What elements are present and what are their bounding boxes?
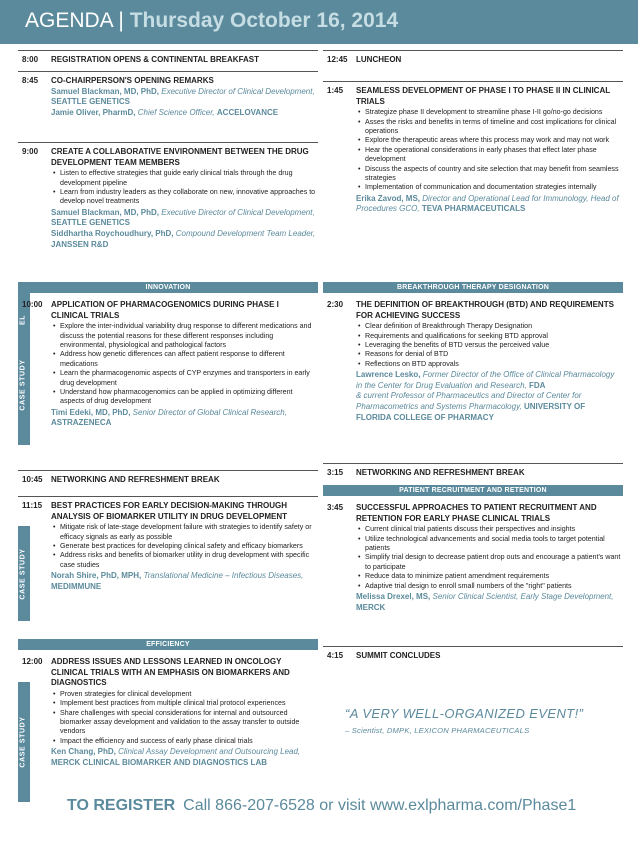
session-time: 3:15	[327, 468, 344, 477]
track-banner: PATIENT RECRUITMENT AND RETENTION	[323, 485, 623, 496]
session-time: 8:45	[22, 76, 39, 85]
agenda-section	[18, 50, 318, 275]
speaker	[356, 592, 621, 613]
speaker-org: ASTRAZENECA	[51, 418, 112, 428]
session-title: THE DEFINITION OF BREAKTHROUGH (BTD) AND REQUIREMENTS FOR ACHIEVING SUCCESS	[356, 300, 614, 320]
speaker-name: Melissa Drexel, MS,	[356, 592, 431, 602]
bullet-item: • Leveraging the benefits of BTD versus the perceived value	[356, 341, 621, 350]
speaker-role: Director and Operational Lead for Immunology, Head of Procedures GCO,	[356, 193, 619, 214]
session-time: 10:00	[22, 300, 43, 309]
header-separator: |	[118, 9, 124, 32]
bullet-item: • Explore the therapeutic areas where this process may work and may not work	[356, 136, 621, 145]
session-title: SEAMLESS DEVELOPMENT OF PHASE I TO PHASE II IN CLINICAL TRIALS	[356, 86, 610, 106]
speaker	[51, 208, 316, 229]
register-label: TO REGISTER	[67, 797, 176, 814]
bullet-item: • Utilize technological advancements and social media tools to target potential patients	[356, 535, 621, 554]
speaker	[356, 391, 621, 423]
session-rule	[323, 50, 623, 51]
testimonial-quote: “A VERY WELL-ORGANIZED EVENT!”	[345, 706, 584, 721]
session-body	[356, 55, 621, 66]
session-time: 12:00	[22, 657, 43, 666]
speaker-org: MERCK CLINICAL BIOMARKER AND DIAGNOSTICS LAB	[51, 757, 267, 767]
session-type-text: CASE STUDY	[19, 716, 27, 768]
session-body	[51, 657, 316, 768]
register-contact[interactable]: Call 866-207-6528 or visit www.exlpharma.com/Phase1	[183, 797, 577, 814]
bullet-list	[51, 169, 316, 207]
session-time: 1:45	[327, 86, 344, 95]
agenda-section	[323, 282, 623, 463]
session-rule	[18, 470, 318, 471]
bullet-item: • Implement best practices from multiple clinical trial protocol experiences	[51, 699, 316, 708]
track-banner: INNOVATION	[18, 282, 318, 293]
session-title: NETWORKING AND REFRESHMENT BREAK	[51, 475, 220, 484]
agenda-section	[18, 282, 318, 468]
bullet-item: • Adaptive trial design to enroll small numbers of the "right" patients	[356, 582, 621, 591]
header-date: Thursday October 16, 2014	[129, 9, 399, 32]
track-banner: BREAKTHROUGH THERAPY DESIGNATION	[323, 282, 623, 293]
agenda-section	[323, 485, 623, 645]
speaker-role: Executive Director of Clinical Development,	[161, 86, 315, 96]
speaker-org: SEATTLE GENETICS	[51, 218, 130, 228]
session-body	[51, 147, 316, 250]
session-rule	[18, 50, 318, 51]
session-rule	[323, 646, 623, 647]
speaker-role: Clinical Assay Development and Outsourcing Lead,	[118, 747, 301, 757]
speaker-role: Senior Director of Global Clinical Research,	[132, 407, 287, 417]
session-body	[51, 501, 316, 592]
bullet-item: • Requirements and qualifications for seeking BTD approval	[356, 332, 621, 341]
session-title: REGISTRATION OPENS & CONTINENTAL BREAKFAST	[51, 55, 260, 64]
bullet-list	[51, 523, 316, 570]
session-title: LUNCHEON	[356, 55, 402, 64]
session-body	[51, 55, 316, 66]
bullet-item: • Impact the efficiency and success of early phase clinical trials	[51, 737, 316, 746]
speaker-name: Siddhartha Roychoudhury, PhD,	[51, 229, 174, 238]
session-type-label	[18, 526, 30, 621]
bullet-list	[356, 322, 621, 369]
header-title: AGENDA	[25, 9, 113, 32]
session-type-label	[18, 325, 30, 445]
speaker-name: Erika Zavod, MS,	[356, 193, 421, 203]
speaker-role: Former Director of the Office of Clinical Pharmacology in the Center for Drug Evaluation and Research,	[356, 370, 615, 390]
bullet-item: • Generate best practices for developing clinical safety and efficacy biomarkers	[51, 542, 316, 551]
session-rule	[18, 142, 318, 143]
session-body	[356, 468, 621, 479]
bullet-item: • Reasons for denial of BTD	[356, 350, 621, 359]
speaker	[51, 229, 316, 250]
speaker-role: Executive Director of Clinical Development,	[161, 207, 315, 217]
bullet-list	[51, 322, 316, 407]
session-rule	[18, 496, 318, 497]
bullet-item: • Mitigate risk of late-stage development failure with strategies to identify safety or efficacy signals as early as possible	[51, 523, 316, 542]
bullet-item: • Simplify trial design to decrease patient drop outs and encourage a patient's want to participate	[356, 553, 621, 572]
bullet-item: • Asses the risks and benefits in terms of timeline and cost implications for clinical operations	[356, 118, 621, 137]
speaker-role: Senior Clinical Scientist, Early Stage Development,	[432, 592, 614, 602]
speaker-name: Lawrence Lesko,	[356, 370, 421, 380]
speaker-role: Compound Development Team Leader,	[175, 229, 316, 238]
speaker-org: UNIVERSITY OF FLORIDA COLLEGE OF PHARMACY	[356, 402, 586, 422]
agenda-section	[323, 646, 623, 666]
session-type-text: CASE STUDY	[19, 547, 27, 600]
bullet-item: • Learn the pharmacogenomic aspects of CYP enzymes and transporters in early drug development	[51, 369, 316, 388]
bullet-item: • Current clinical trial patients discuss their perspectives and insights	[356, 525, 621, 534]
session-body	[51, 300, 316, 429]
session-time: 8:00	[22, 55, 39, 64]
speaker	[356, 194, 621, 215]
speaker-org: ACCELOVANCE	[216, 107, 279, 117]
speaker-org: TEVA PHARMACEUTICALS	[421, 204, 526, 214]
bullet-item: • Listen to effective strategies that guide early clinical trials through the drug development pipeline	[51, 169, 316, 188]
session-title: SUMMIT CONCLUDES	[356, 651, 441, 660]
speaker-role: & current Professor of Pharmaceutics and Director of Center for Pharmacometrics and Systems Pharmacology,	[356, 391, 582, 411]
speaker-name: Jamie Oliver, PharmD,	[51, 107, 136, 117]
session-body	[356, 503, 621, 613]
bullet-item: • Implementation of communication and documentation strategies internally	[356, 183, 621, 192]
speaker-org: MEDIMMUNE	[51, 581, 102, 591]
session-title: NETWORKING AND REFRESHMENT BREAK	[356, 468, 525, 477]
agenda-section	[18, 496, 318, 636]
speaker	[51, 408, 316, 429]
session-type-text: CASE STUDY	[19, 359, 27, 411]
session-time: 2:30	[327, 300, 344, 309]
speaker-name: Samuel Blackman, MD, PhD,	[51, 207, 160, 217]
speaker-org: JANSSEN R&D	[51, 239, 109, 249]
speaker	[51, 747, 316, 768]
speaker-role: Translational Medicine – Infectious Diseases,	[143, 571, 304, 581]
session-rule	[323, 81, 623, 82]
bullet-list	[356, 108, 621, 193]
session-title: APPLICATION OF PHARMACOGENOMICS DURING PHASE I CLINICAL TRIALS	[51, 300, 279, 320]
session-title: ADDRESS ISSUES AND LESSONS LEARNED IN ONCOLOGY CLINICAL TRIALS WITH AN EMPHASIS ON BIOMARKERS AND DIAGNOSTICS	[51, 657, 290, 688]
session-body	[356, 300, 621, 423]
speaker-name: Samuel Blackman, MD, PhD,	[51, 86, 160, 96]
bullet-item: • Address how genetic differences can affect patient response to different medications	[51, 350, 316, 369]
footer	[67, 797, 576, 815]
speaker	[51, 87, 316, 108]
track-banner: EFFICIENCY	[18, 639, 318, 650]
session-body	[51, 76, 316, 118]
session-body	[356, 651, 621, 662]
session-title: SUCCESSFUL APPROACHES TO PATIENT RECRUITMENT AND RETENTION FOR EARLY PHASE CLINICAL TRIALS	[356, 503, 597, 523]
bullet-item: • Learn from industry leaders as they collaborate on new, innovative approaches to develop novel treatments	[51, 188, 316, 207]
agenda-header	[0, 0, 638, 44]
speaker-name: Ken Chang, PhD,	[51, 747, 116, 757]
session-time: 4:15	[327, 651, 344, 660]
speaker-org: FDA	[529, 380, 546, 390]
speaker	[51, 571, 316, 592]
bullet-item: • Proven strategies for clinical development	[51, 690, 316, 699]
bullet-list	[51, 690, 316, 746]
session-time: 3:45	[327, 503, 344, 512]
speaker-name: Norah Shire, PhD, MPH,	[51, 571, 142, 581]
bullet-item: • Strategize phase II development to streamline phase I-II go/no-go decisions	[356, 108, 621, 117]
session-rule	[323, 463, 623, 464]
testimonial-attribution: – Scientist, DMPK, LEXICON PHARMACEUTICALS	[345, 726, 530, 735]
agenda-section	[323, 50, 623, 275]
session-title: CO-CHAIRPERSON'S OPENING REMARKS	[51, 76, 214, 85]
testimonial	[345, 706, 625, 735]
speaker-role: Chief Science Officer,	[137, 107, 215, 117]
agenda-section	[323, 463, 623, 483]
session-time: 9:00	[22, 147, 39, 156]
bullet-item: • Understand how pharmacogenomics can be applied in optimizing different aspects of drug development	[51, 388, 316, 407]
speaker-org: MERCK	[356, 602, 386, 612]
session-title: CREATE A COLLABORATIVE ENVIRONMENT BETWEEN THE DRUG DEVELOPMENT TEAM MEMBERS	[51, 147, 309, 167]
bullet-item: • Discuss the aspects of country and site selection that may benefit from seamless strategies	[356, 165, 621, 184]
speaker-org: SEATTLE GENETICS	[51, 97, 130, 107]
speaker-name: Timi Edeki, MD, PhD,	[51, 407, 131, 417]
bullet-item: • Reflections on BTD approvals	[356, 360, 621, 369]
session-time: 10:45	[22, 475, 43, 484]
speaker	[51, 108, 316, 119]
bullet-item: • Share challenges with special considerations for internal and outsourced biomarker assay development and validation to the assay transfer to outside vendors	[51, 709, 316, 737]
agenda-section	[18, 470, 318, 496]
session-rule	[18, 71, 318, 72]
bullet-item: • Clear definition of Breakthrough Therapy Designation	[356, 322, 621, 331]
bullet-item: • Address risks and benefits of biomarker utility in drug development with specific case studies	[51, 551, 316, 570]
bullet-item: • Reduce data to minimize patient amendment requirements	[356, 572, 621, 581]
session-time: 11:15	[22, 501, 43, 510]
session-type-label	[18, 682, 30, 802]
header-title-line	[25, 9, 398, 33]
session-title: BEST PRACTICES FOR EARLY DECISION-MAKING THROUGH ANALYSIS OF BIOMARKER UTILITY IN DRUG DEVELOPMENT	[51, 501, 288, 521]
speaker	[356, 370, 621, 391]
bullet-item: • Hear the operational considerations in early phases that effect later phase development	[356, 146, 621, 165]
bullet-item: • Explore the inter-individual variability drug response to different medications and discuss the potential reasons for these different responses including environmental, physiological and pathological factors	[51, 322, 316, 350]
agenda-section	[18, 639, 318, 849]
session-time: 12:45	[327, 55, 348, 64]
session-body	[51, 475, 316, 486]
session-body	[356, 86, 621, 215]
bullet-list	[356, 525, 621, 591]
